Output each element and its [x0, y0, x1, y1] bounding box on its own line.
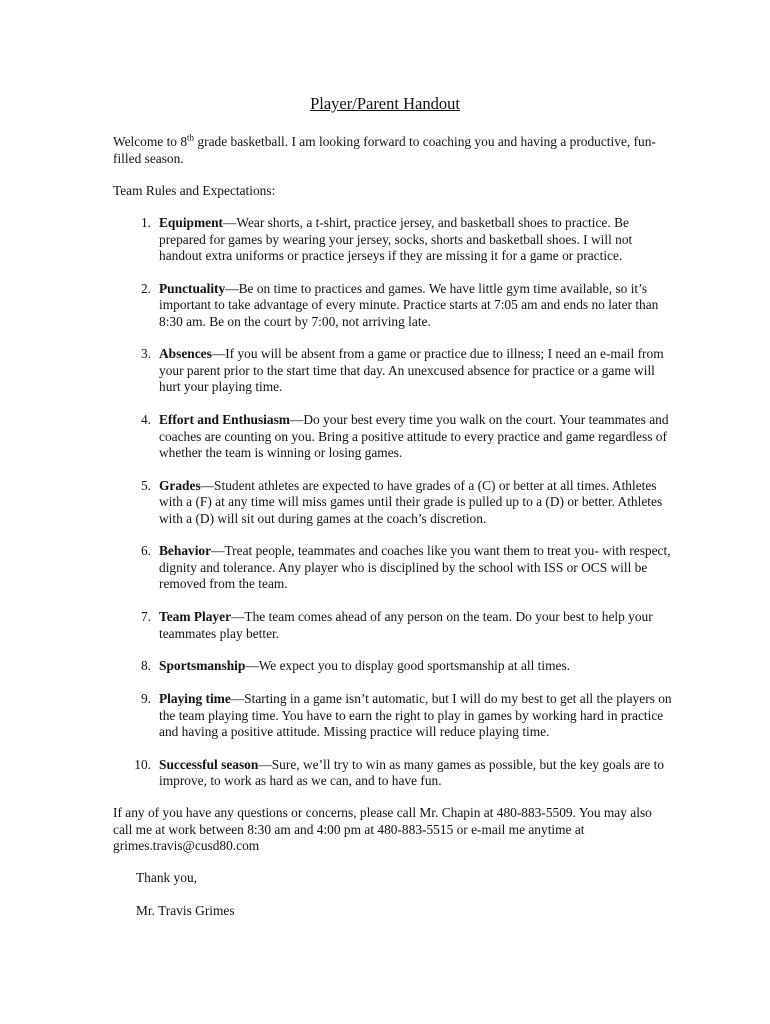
rule-item: [113, 346, 673, 396]
rule-text: —Be on time to practices and games. We have little gym time available, so it’s important to take advantage of every minute. Practice starts at 7:05 am and ends no later than 8:30 am. Be on the court by 7:00, not arriving late.: [159, 280, 659, 329]
rule-item: [113, 215, 673, 265]
rule-title: Playing time: [159, 691, 231, 706]
rule-text: —Wear shorts, a t-shirt, practice jersey, and basketball shoes to practice. Be prepared for games by wearing your jersey, socks, shorts and basketball shoes. I will not handout extra uniforms or practice jerseys if they are missing it for a game or practice.: [159, 215, 633, 263]
rule-number: 6.: [140, 543, 151, 559]
rule-item: [113, 757, 673, 790]
rule-text: —Sure, we’ll try to win as many games as possible, but the key goals are to improve, to work as hard as we can, and to have fun.: [159, 756, 665, 789]
rule-text: —Do your best every time you walk on the court. Your teammates and coaches are counting on you. Bring a positive attitude to every practice and game regardless of whether the team is winning or losing games.: [159, 412, 669, 461]
rule-text: —Student athletes are expected to have grades of a (C) or better at all times. Athletes with a (F) at any time will miss games until their grade is pulled up to a (D) or better. Athletes with a (D) will sit out during games at the coach’s discretion.: [159, 477, 663, 526]
rule-title: Successful season: [159, 756, 259, 772]
intro-superscript: th: [187, 132, 195, 143]
rule-item: [113, 609, 673, 642]
rules-heading: Team Rules and Expectations:: [113, 183, 276, 198]
rule-number: 4.: [140, 412, 151, 428]
rule-text: —Treat people, teammates and coaches like you want them to treat you- with respect, dignity and tolerance. Any player who is disciplined by the school with ISS or OCS will be removed from the team.: [159, 543, 671, 592]
rule-item: [113, 543, 673, 593]
closing-paragraph: If any of you have any questions or concerns, please call Mr. Chapin at 480-883-5509. You may also call me at work between 8:30 am and 4:00 pm at 480-883-5515 or e-mail me anytime at grimes.travis@cusd80.com: [113, 805, 652, 853]
rule-item: [113, 658, 673, 675]
rule-item: [113, 478, 673, 528]
rule-title: Equipment: [159, 215, 223, 230]
intro-suffix: grade basketball. I am looking forward to coaching you and having a productive, fun-filled season.: [113, 134, 656, 166]
rule-number: 8.: [140, 658, 151, 674]
rule-number: 1.: [140, 215, 151, 230]
page-title: Player/Parent Handout: [310, 94, 460, 113]
rule-number: 3.: [140, 346, 151, 362]
rule-title: Grades: [159, 477, 201, 493]
intro-prefix: Welcome to 8: [113, 134, 188, 149]
rule-title: Behavior: [159, 543, 212, 559]
rule-title: Absences: [159, 346, 212, 362]
rule-title: Team Player: [159, 609, 232, 625]
rule-title: Effort and Enthusiasm: [159, 412, 290, 428]
rule-text: —The team comes ahead of any person on the team. Do your best to help your teammates play better.: [159, 609, 653, 641]
rule-item: [113, 281, 673, 331]
rule-text: —We expect you to display good sportsmanship at all times.: [245, 658, 571, 674]
rule-item: [113, 412, 673, 462]
rules-list: [113, 215, 673, 806]
rule-number: 2.: [140, 280, 151, 296]
rule-number: 5.: [140, 477, 151, 493]
thanks-line: Thank you,: [136, 870, 197, 885]
rule-number: 9.: [140, 691, 151, 706]
signature-name: Mr. Travis Grimes: [136, 903, 235, 918]
rule-text: —If you will be absent from a game or practice due to illness; I need an e-mail from your parent prior to the start time that day. An unexcused absence for practice or a game will hurt your playing time.: [159, 346, 664, 395]
rule-title: Sportsmanship: [159, 658, 246, 674]
rule-item: [113, 691, 673, 741]
rule-text: —Starting in a game isn’t automatic, but I will do my best to get all the players on the team playing time. You have to earn the right to play in games by working hard in practice and having a positive attitude. Missing practice will reduce playing time.: [159, 691, 672, 739]
intro-paragraph: [113, 134, 673, 167]
rule-number: 10.: [134, 756, 151, 772]
rule-number: 7.: [140, 609, 151, 625]
rule-title: Punctuality: [159, 280, 226, 296]
